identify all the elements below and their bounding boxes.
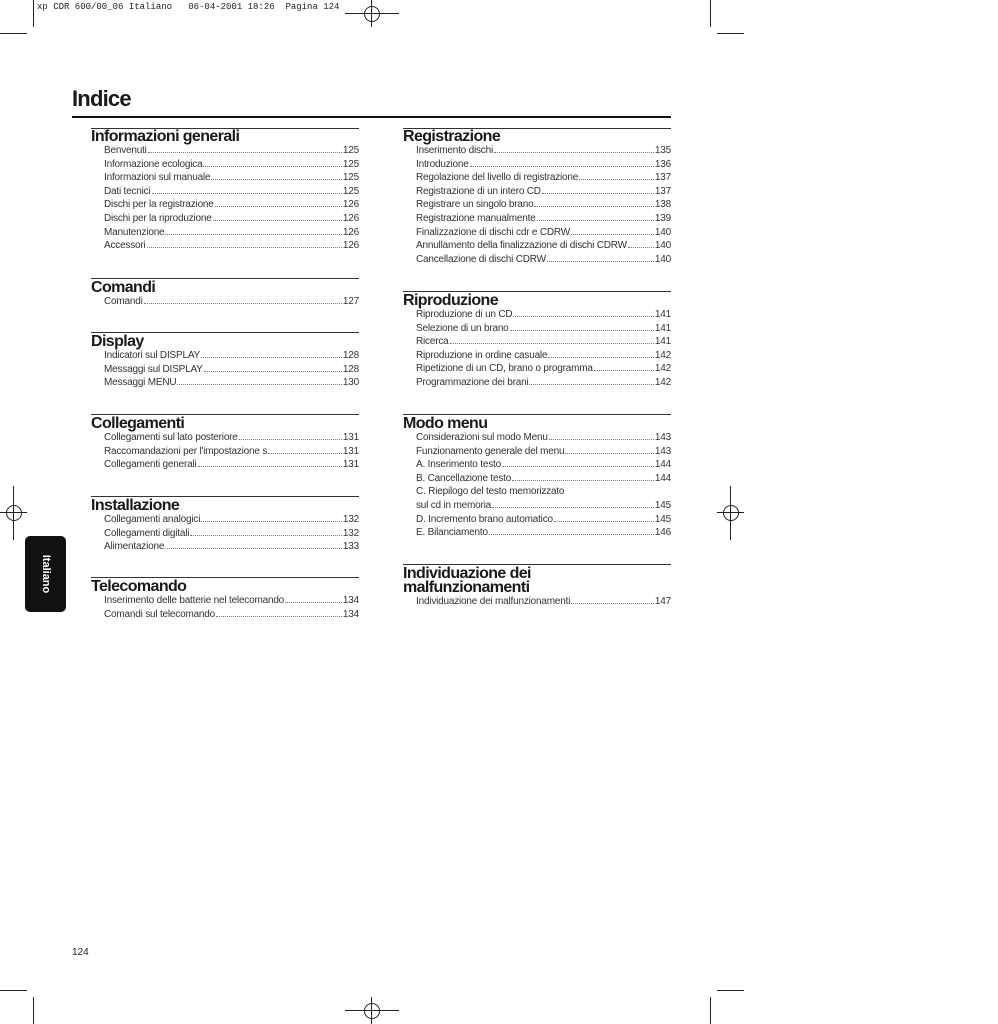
toc-entry-label: Cancellazione di dischi CDRW (416, 253, 546, 265)
dot-leader (470, 166, 654, 167)
toc-entry-label: E. Bilanciamento (416, 527, 488, 539)
section-riproduzione (403, 291, 671, 390)
crop-mark (717, 33, 744, 34)
toc-entry-label: Informazione ecologica (104, 158, 203, 170)
toc-entry-page: 144 (654, 472, 671, 484)
toc-entry (416, 308, 671, 322)
crop-mark (33, 997, 34, 1024)
toc-entry-page: 134 (342, 595, 359, 606)
toc-entries (104, 295, 359, 309)
toc-entry-label: Finalizzazione di dischi cdr e CDRW (416, 226, 570, 238)
toc-entry-page: 133 (342, 541, 359, 553)
toc-entry-label: A. Inserimento testo (416, 459, 501, 471)
toc-entries (104, 144, 359, 253)
dot-leader (268, 453, 342, 454)
dot-leader (203, 166, 341, 167)
header-slug: xp CDR 600/00_06 Italiano 06-04-2001 18:26 Pagina 124 (37, 2, 340, 12)
toc-entry (416, 513, 671, 527)
toc-entry (104, 608, 359, 622)
toc-entry-label: Riproduzione in ordine casuale (416, 349, 548, 361)
crop-mark (0, 33, 27, 34)
toc-entries (104, 594, 359, 621)
toc-entry-page: 145 (654, 513, 671, 525)
toc-entry (104, 594, 359, 608)
dot-leader (489, 534, 654, 535)
toc-entry (416, 349, 671, 363)
toc-entry-page: 143 (654, 432, 671, 443)
toc-entry-page: 134 (342, 608, 359, 620)
dot-leader (548, 357, 654, 358)
toc-entry-label: Collegamenti digitali (104, 527, 190, 539)
toc-entry (416, 239, 671, 253)
dot-leader (571, 234, 654, 235)
toc-entry-label: Funzionamento generale del menu (416, 445, 565, 457)
dot-leader (165, 548, 342, 549)
toc-entry-page: 141 (654, 309, 671, 320)
dot-leader (510, 330, 654, 331)
dot-leader (537, 220, 654, 221)
toc-entry (104, 171, 359, 185)
toc-entry-page: 136 (654, 158, 671, 170)
toc-entry-page: 125 (342, 145, 359, 156)
section-heading: Display (91, 333, 144, 350)
registration-circle (364, 6, 380, 22)
section-registrazione (403, 128, 671, 266)
toc-entry-page: 141 (654, 322, 671, 334)
toc-entry-page: 132 (342, 527, 359, 539)
dot-leader (547, 261, 654, 262)
toc-entry (104, 158, 359, 172)
toc-entry (416, 499, 671, 513)
crop-mark (0, 990, 27, 991)
toc-entry (104, 185, 359, 199)
toc-entries (416, 144, 671, 266)
dot-leader (216, 616, 342, 617)
toc-entry-page: 126 (342, 199, 359, 211)
dot-leader (565, 453, 654, 454)
toc-entry-label: Inserimento dischi (416, 145, 493, 156)
toc-entry (416, 485, 671, 499)
toc-entry (416, 253, 671, 267)
dot-leader (201, 357, 342, 358)
toc-entry-label: Benvenuti (104, 145, 147, 156)
dot-leader (579, 179, 654, 180)
toc-entry (104, 458, 359, 472)
toc-entry (416, 322, 671, 336)
dot-leader (177, 384, 341, 385)
toc-entry (104, 226, 359, 240)
toc-entry (416, 431, 671, 445)
toc-entry-page: 139 (654, 212, 671, 224)
dot-leader (492, 507, 654, 508)
dot-leader (204, 371, 342, 372)
toc-entry-label: Registrazione manualmente (416, 212, 536, 224)
toc-entry-label: Informazioni sul manuale (104, 172, 211, 184)
toc-entry-label: Messaggi sul DISPLAY (104, 363, 203, 375)
toc-entry-page: 125 (342, 185, 359, 197)
toc-entry-page: 142 (654, 363, 671, 375)
dot-leader (512, 480, 654, 481)
toc-entry (104, 513, 359, 527)
dot-leader (494, 152, 654, 153)
section-individuazione (403, 564, 671, 609)
toc-entry-label: Selezione di un brano (416, 322, 509, 334)
toc-entry (104, 349, 359, 363)
toc-entry (104, 295, 359, 309)
toc-entry-page: 132 (342, 514, 359, 525)
toc-entry-label: Annullamento della finalizzazione di dischi CDRW (416, 240, 627, 252)
toc-entry-page: 140 (654, 253, 671, 265)
toc-entry (104, 540, 359, 554)
toc-entry-page: 128 (342, 350, 359, 361)
section-collegamenti (91, 414, 359, 472)
dot-leader (147, 247, 342, 248)
toc-entry-page: 140 (654, 240, 671, 252)
toc-entry-page: 146 (654, 527, 671, 539)
toc-entry (416, 445, 671, 459)
toc-entry (416, 458, 671, 472)
section-modo-menu (403, 414, 671, 540)
toc-entry-label: Indicatori sul DISPLAY (104, 350, 201, 361)
toc-entry-label: B. Cancellazione testo (416, 472, 512, 484)
toc-entry (416, 526, 671, 540)
toc-entry-label: Collegamenti analogici (104, 514, 201, 525)
section-heading: Collegamenti (91, 415, 185, 432)
toc-entry-label: Dischi per la registrazione (104, 199, 214, 211)
toc-entry-page: 125 (342, 172, 359, 184)
dot-leader (554, 521, 654, 522)
section-heading: Informazioni generali (91, 128, 240, 145)
toc-entry-label: Comandi (104, 296, 143, 307)
section-heading: Comandi (91, 279, 156, 296)
crop-mark (710, 997, 711, 1024)
dot-leader (285, 602, 342, 603)
toc-entry (104, 431, 359, 445)
section-heading-line: Individuazione dei (403, 565, 531, 582)
dot-leader (502, 466, 654, 467)
page-number: 124 (72, 947, 89, 958)
toc-entry-label: Accessori (104, 240, 146, 252)
dot-leader (239, 439, 342, 440)
toc-entries (104, 431, 359, 472)
page-title: Indice (72, 86, 131, 111)
toc-entry-page: 131 (342, 432, 359, 443)
toc-entries (104, 513, 359, 554)
toc-entry-label: Programmazione dei brani (416, 376, 529, 388)
toc-entry-page: 126 (342, 240, 359, 252)
toc-entry-page: 126 (342, 226, 359, 238)
toc-entry-page: 147 (654, 596, 671, 607)
toc-entry-label: Ricerca (416, 336, 449, 348)
section-heading: Installazione (91, 497, 180, 514)
registration-circle (723, 505, 739, 521)
toc-entry-label: Collegamenti sul lato posteriore (104, 432, 238, 443)
dot-leader (215, 206, 342, 207)
toc-entry (416, 144, 671, 158)
toc-entry (104, 212, 359, 226)
toc-entry-label: Ripetizione di un CD, brano o programma (416, 363, 593, 375)
toc-entry-label: Registrare un singolo brano (416, 199, 534, 211)
toc-entry (416, 171, 671, 185)
toc-entries (104, 349, 359, 390)
crop-mark (717, 990, 744, 991)
toc-entry-label: Individuazione dei malfunzionamenti (416, 596, 571, 607)
toc-entry-label: Collegamenti generali (104, 459, 197, 471)
toc-entry-page: 131 (342, 459, 359, 471)
toc-entry-label: Comandi sul telecomando (104, 608, 216, 620)
toc-entry-page: 138 (654, 199, 671, 211)
toc-entry (416, 198, 671, 212)
toc-entry (416, 335, 671, 349)
toc-entry-page: 127 (342, 296, 359, 307)
toc-entry-page: 128 (342, 363, 359, 375)
toc-entry-page: 143 (654, 445, 671, 457)
toc-entry-label: C. Riepilogo del testo memorizzato (416, 486, 565, 498)
section-heading: Modo menu (403, 415, 488, 432)
crop-mark (710, 0, 711, 27)
toc-entry (104, 239, 359, 253)
toc-entry-label: Messaggi MENU (104, 377, 177, 389)
section-installazione (91, 496, 359, 554)
toc-entry (416, 595, 671, 609)
toc-entry (104, 527, 359, 541)
dot-leader (201, 521, 342, 522)
toc-entry-label: Dati tecnici (104, 185, 151, 197)
section-comandi (91, 278, 359, 309)
toc-entry-label: Manutenzione (104, 226, 165, 238)
toc-entry (104, 144, 359, 158)
toc-entry-page: 131 (342, 445, 359, 457)
toc-entry-page: 137 (654, 172, 671, 184)
dot-leader (148, 152, 342, 153)
toc-entry (416, 185, 671, 199)
dot-leader (450, 343, 654, 344)
dot-leader (542, 193, 654, 194)
toc-entry (104, 363, 359, 377)
toc-entry-label: Considerazioni sul modo Menu (416, 432, 548, 443)
toc-entry-label: Raccomandazioni per l'impostazione s (104, 445, 268, 457)
toc-entry (416, 472, 671, 486)
toc-entry-page: 144 (654, 459, 671, 471)
toc-entries (416, 595, 671, 609)
section-informazioni-generali (91, 128, 359, 253)
toc-entries (416, 431, 671, 540)
toc-entries (416, 308, 671, 390)
section-heading: Telecomando (91, 578, 187, 595)
section-heading (403, 565, 671, 595)
toc-entry (416, 362, 671, 376)
dot-leader (213, 220, 342, 221)
dot-leader (198, 466, 342, 467)
toc-entry (416, 376, 671, 390)
section-heading-line: malfunzionamenti (403, 579, 530, 596)
toc-entry-page: 126 (342, 212, 359, 224)
toc-entry-page: 145 (654, 499, 671, 511)
toc-entry-label: Inserimento delle batterie nel telecomando (104, 595, 285, 606)
toc-entry-label: Registrazione di un intero CD (416, 185, 541, 197)
dot-leader (152, 193, 342, 194)
toc-entry-label: Dischi per la riproduzione (104, 212, 212, 224)
toc-entry-label: Introduzione (416, 158, 469, 170)
language-tab (25, 536, 66, 612)
registration-circle (6, 505, 22, 521)
section-telecomando (91, 577, 359, 621)
dot-leader (594, 370, 654, 371)
dot-leader (190, 535, 342, 536)
crop-mark (33, 0, 34, 27)
toc-entry-page: 125 (342, 158, 359, 170)
section-heading: Riproduzione (403, 292, 499, 309)
toc-entry-page: 137 (654, 185, 671, 197)
toc-entry (416, 226, 671, 240)
toc-entry-label: D. Incremento brano automatico (416, 513, 553, 525)
dot-leader (549, 439, 654, 440)
registration-circle (364, 1003, 380, 1019)
title-rule (72, 116, 671, 118)
toc-entry-page: 141 (654, 336, 671, 348)
toc-entry (416, 212, 671, 226)
dot-leader (534, 206, 653, 207)
language-tab-label: Italiano (39, 554, 52, 594)
section-display (91, 332, 359, 390)
toc-entry-page: 140 (654, 226, 671, 238)
dot-leader (513, 316, 653, 317)
toc-entry (104, 445, 359, 459)
section-heading: Registrazione (403, 128, 501, 145)
toc-entry (104, 198, 359, 212)
toc-entry-label: Regolazione del livello di registrazione (416, 172, 579, 184)
toc-entry-label: sul cd in memoria (416, 499, 491, 511)
dot-leader (628, 247, 654, 248)
dot-leader (144, 303, 342, 304)
dot-leader (571, 603, 654, 604)
dot-leader (165, 234, 341, 235)
toc-entry-label: Alimentazione (104, 541, 165, 553)
toc-entry-label: Riproduzione di un CD (416, 309, 513, 320)
dot-leader (211, 179, 342, 180)
dot-leader (529, 384, 653, 385)
toc-entry-page: 135 (654, 145, 671, 156)
toc-entry-page: 142 (654, 349, 671, 361)
toc-entry-page: 142 (654, 376, 671, 388)
toc-entry (416, 158, 671, 172)
toc-entry (104, 376, 359, 390)
toc-entry-page: 130 (342, 377, 359, 389)
